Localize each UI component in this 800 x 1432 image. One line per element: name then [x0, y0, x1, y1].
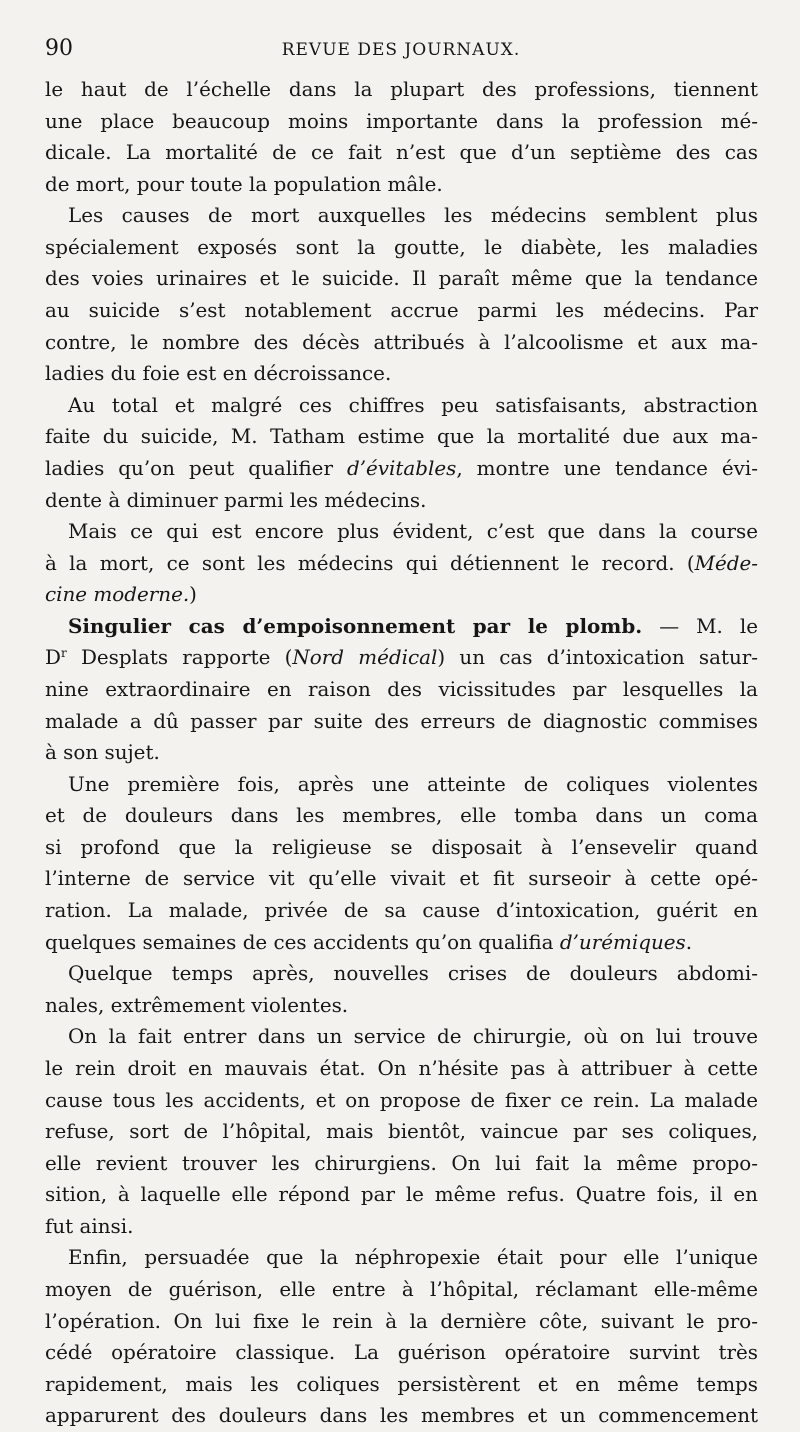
text-line: moyen de guérison, elle entre à l’hôpital, réclamant elle-même	[45, 1277, 758, 1301]
paragraph-first-line: On la fait entrer dans un service de chirurgie, où on lui trouve	[68, 1025, 758, 1049]
text-line: rapidement, mais les coliques persistèrent et en même temps	[45, 1372, 758, 1396]
text-line: nine extraordinaire en raison des vicissitudes par lesquelles la	[45, 677, 758, 701]
text-line: à son sujet.	[45, 741, 160, 765]
text-line: le rein droit en mauvais état. On n’hésite pas à attribuer à cette	[45, 1056, 758, 1080]
text-line: faite du suicide, M. Tatham estime que la mortalité due aux ma-	[45, 425, 758, 449]
text-line: cédé opératoire classique. La guérison opératoire survint très	[45, 1341, 758, 1365]
text-line: une place beaucoup moins importante dans la profession mé-	[45, 109, 758, 133]
text-line: l’opération. On lui fixe le rein à la dernière côte, suivant le pro-	[45, 1309, 758, 1333]
text-line: l’interne de service vit qu’elle vivait et fit surseoir à cette opé-	[45, 867, 758, 891]
text-line: cine moderne.)	[45, 583, 197, 607]
superscript: r	[60, 646, 67, 661]
section-heading: Singulier cas d’empoisonnement par le plomb.	[68, 613, 643, 638]
running-title: REVUE DES JOURNAUX.	[281, 40, 521, 60]
text-line: de mort, pour toute la population mâle.	[45, 172, 443, 196]
paragraph-first-line: Une première fois, après une atteinte de coliques violentes	[68, 772, 758, 796]
text-line: $D^r$ Desplats rapporte (Nord médical) un cas d’intoxication satur-	[45, 646, 759, 670]
page-number: 90	[45, 36, 73, 61]
text-line: malade a dû passer par suite des erreurs de diagnostic commises	[45, 709, 758, 733]
text-line: elle revient trouver les chirurgiens. On lui fait la même propo-	[45, 1151, 758, 1175]
text-line: des voies urinaires et le suicide. Il paraît même que la tendance	[45, 267, 758, 291]
text-line: nales, extrêmement violentes.	[45, 993, 349, 1017]
source-citation: Méde-	[694, 551, 758, 575]
text-line: dicale. La mortalité de ce fait n’est que d’un septième des cas	[45, 141, 758, 165]
page-header	[45, 34, 757, 64]
text-line: contre, le nombre des décès attribués à l’alcoolisme et aux ma-	[45, 330, 758, 354]
text-line: si profond que la religieuse se disposait à l’ensevelir quand	[45, 835, 758, 859]
text-line: spécialement exposés sont la goutte, le diabète, les maladies	[45, 235, 758, 259]
paragraph-first-line: Enfin, persuadée que la néphropexie était pour elle l’unique	[68, 1246, 758, 1270]
paragraph-first-line: Au total et malgré ces chiffres peu satisfaisants, abstraction	[68, 393, 758, 417]
paragraph-first-line: Mais ce qui est encore plus évident, c’est que dans la course	[68, 520, 758, 544]
text-line: le haut de l’échelle dans la plupart des professions, tiennent	[45, 78, 758, 101]
text-line: à la mort, ce sont les médecins qui détiennent le record. (Méde-	[45, 551, 758, 575]
text-line: refuse, sort de l’hôpital, mais bientôt, vaincue par ses coliques,	[45, 1120, 758, 1144]
text-line: sition, à laquelle elle répond par le même refus. Quatre fois, il en	[45, 1183, 758, 1207]
source-citation: Nord médical	[292, 646, 438, 670]
text-line: quelques semaines de ces accidents qu’on qualifia d’urémiques.	[45, 930, 693, 954]
section-heading-line: Singulier cas d’empoisonnement par le plomb. — M. le	[68, 613, 759, 638]
article-body	[45, 74, 758, 1432]
text-line: cause tous les accidents, et on propose de fixer ce rein. La malade	[45, 1088, 758, 1112]
italic-term: d’urémiques	[559, 930, 686, 954]
text-line: dente à diminuer parmi les médecins.	[45, 488, 427, 512]
text-line: apparurent des douleurs dans les membres et un commencement	[45, 1404, 758, 1428]
source-citation: cine moderne.	[45, 583, 190, 607]
paragraph-first-line: Les causes de mort auxquelles les médecins semblent plus	[68, 204, 758, 228]
text-line: ration. La malade, privée de sa cause d’intoxication, guérit en	[45, 899, 758, 923]
italic-term: d’évitables	[346, 456, 457, 480]
text-line: au suicide s’est notablement accrue parmi les médecins. Par	[45, 299, 758, 323]
text-line: fut ainsi.	[45, 1214, 134, 1238]
text-line: et de douleurs dans les membres, elle tomba dans un coma	[45, 804, 758, 828]
paragraph-first-line: Quelque temps après, nouvelles crises de douleurs abdomi-	[68, 962, 758, 986]
text-line: ladies du foie est en décroissance.	[45, 362, 392, 386]
text-line: ladies qu’on peut qualifier d’évitables, montre une tendance évi-	[45, 456, 759, 480]
